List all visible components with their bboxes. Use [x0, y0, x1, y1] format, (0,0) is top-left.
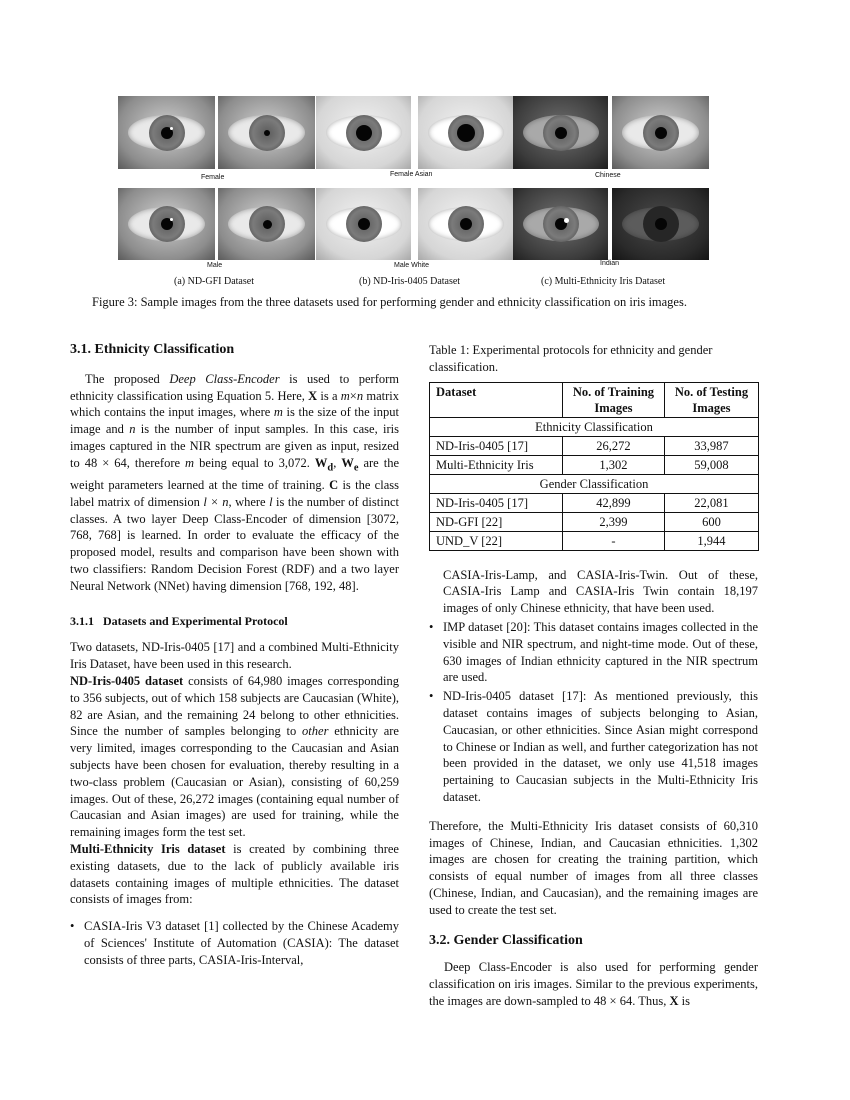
table-cell: Multi-Ethnicity Iris: [430, 455, 563, 474]
figure-caption: Figure 3: Sample images from the three datasets used for performing gender and ethnicity classification on iris images.: [92, 295, 687, 309]
eye-image-ndgfi-male-2: [218, 188, 315, 260]
subcaption-c: (c) Multi-Ethnicity Iris Dataset: [541, 276, 666, 287]
label-male: Male: [207, 262, 223, 269]
label-male-white: Male White: [394, 262, 430, 269]
label-chinese: Chinese: [595, 172, 621, 179]
eye-image-multi-chinese-1: [513, 96, 608, 169]
table-cell: 33,987: [664, 436, 758, 455]
eye-image-multi-chinese-2: [612, 96, 709, 169]
table-row: [430, 436, 759, 455]
list-item-casia: • CASIA-Iris V3 dataset [1] collected by the Chinese Academy of Sciences' Institute of Automation (CASIA): The dataset consists of three parts, CASIA-Iris-Interval,: [70, 918, 399, 968]
subsection-title-datasets: 3.1.1 Datasets and Experimental Protocol: [70, 613, 288, 628]
table-cell: 22,081: [664, 493, 758, 512]
list-item-imp: • IMP dataset [20]: This dataset contains images collected in the visible and NIR spectrum, and night-time mode. Out of these, 630 images of Indian ethnicity captured in the NIR spectrum are used.: [429, 619, 758, 686]
subcaption-b: (b) ND-Iris-0405 Dataset: [359, 276, 461, 287]
table-header-testing: No. of Testing Images: [664, 382, 758, 417]
table-header-dataset: Dataset: [430, 382, 563, 417]
eye-image-nd0405-male-white-1: [316, 188, 411, 260]
label-female: Female: [201, 174, 225, 181]
table-cell: 1,302: [563, 455, 665, 474]
paragraph-gender: Deep Class-Encoder is also used for performing gender classification on iris images. Similar to the previous experiments, the images are down-sampled to 48 × 64. Thus, X is: [429, 960, 758, 1008]
table-group-ethnicity: Ethnicity Classification: [430, 417, 759, 436]
section-title-gender: 3.2. Gender Classification: [429, 932, 583, 948]
eye-image-nd0405-male-white-2: [418, 188, 513, 260]
table-header-training: No. of Training Images: [563, 382, 665, 417]
table-row: [430, 455, 759, 474]
table-cell: ND-GFI [22]: [430, 512, 563, 531]
table-cell: 42,899: [563, 493, 665, 512]
table-cell: 2,399: [563, 512, 665, 531]
paragraph-method: The proposed Deep Class-Encoder is used to perform ethnicity classification using Equation 5. Here, X is a m×n matrix which contains the input images, where m is the size of the input image and n is the number of input samples. In this case, iris images captured in the NIR spectrum are given as input, resized to 48 × 64, therefore m being equal to 3,072. $W_d$, $W_e$ are the weight parameters learned at the time of training. C is the class label matrix of dimension l × n, where l is the number of distinct classes. A two layer Deep Class-Encoder of dimension [3072, 768, 768] is learned. In order to evaluate the efficacy of the proposed model, results and comparison have been shown with two classifiers: Random Decision Forest (RDF) and a two layer Neural Network (NNet) having dimension [768, 192, 48].: [70, 371, 400, 593]
label-female-asian: Female Asian: [390, 171, 433, 178]
paragraph-multi-ethnicity-summary: Therefore, the Multi-Ethnicity Iris dataset consists of 60,310 images of Chinese, Indian, and Caucasian ethnicities. 1,302 images are chosen for creating the training partition, which consists of equal number of images from all three classes (Chinese, Indian, and Caucasian), and the remaining images are used to create the test set.: [429, 818, 758, 917]
table-row: [430, 493, 759, 512]
list-item-casia-continued: CASIA-Iris-Lamp, and CASIA-Iris-Twin. Out of these, CASIA-Iris Lamp and CASIA-Iris Twin contain 18,197 images of only Chinese ethnicity, that have been used.: [443, 567, 758, 616]
table-protocols: [429, 382, 759, 551]
section-title-ethnicity: 3.1. Ethnicity Classification: [70, 342, 235, 357]
dataset-list-left: [70, 918, 399, 968]
right-column: [429, 342, 758, 1010]
table-cell: ND-Iris-0405 [17]: [430, 436, 563, 455]
eye-image-multi-indian-1: [513, 188, 608, 260]
table-cell: -: [563, 531, 665, 550]
eye-image-nd0405-female-asian-1: [316, 96, 411, 169]
paragraph-datasets-intro: Two datasets, ND-Iris-0405 [17] and a combined Multi-Ethnicity Iris Dataset, have been used in this research.: [70, 640, 399, 672]
label-indian: Indian: [600, 260, 620, 267]
eye-image-ndgfi-male-1: [118, 188, 215, 260]
eye-image-nd0405-female-asian-2: [418, 96, 513, 169]
eye-image-multi-indian-2: [612, 188, 709, 260]
table-group-gender: Gender Classification: [430, 474, 759, 493]
table-cell: 600: [664, 512, 758, 531]
table-cell: UND_V [22]: [430, 531, 563, 550]
table-row: [430, 512, 759, 531]
list-item-nd-iris-0405: • ND-Iris-0405 dataset [17]: As mentioned previously, this dataset contains images of subjects belonging to Asian, Caucasian, or other ethnicities. Since Asian might correspond to Chinese or Indian as well, and further categorization has not been provided in the dataset, we only use 41,518 images pertaining to Caucasian subjects in the Multi-Ethnicity Iris dataset.: [429, 688, 758, 806]
paragraph-nd-iris-0405: ND-Iris-0405 dataset consists of 64,980 images corresponding to 356 subjects, out of which 158 subjects are Caucasian (White), 82 are Asian, and the remaining 24 belong to other ethnicities. Since the number of samples belonging to other ethnicity are very limited, images corresponding to the Caucasian and Asian subjects have been chosen for evaluation, thereby resulting in a two-class problem (Caucasian or Asian), consisting of 60,259 images. Out of these, 26,272 images (containing equal number of Caucasian and Asian images) are used for training, while the remaining images form the test set.: [70, 674, 399, 840]
table-row: [430, 531, 759, 550]
eye-image-ndgfi-female-1: [118, 96, 215, 169]
table-cell: 26,272: [563, 436, 665, 455]
table-caption: Table 1: Experimental protocols for ethnicity and gender classification.: [429, 343, 713, 374]
dataset-list-right: [429, 567, 758, 806]
left-column: [70, 342, 399, 969]
table-cell: 1,944: [664, 531, 758, 550]
subcaption-a: (a) ND-GFI Dataset: [174, 276, 254, 287]
paragraph-multi-ethnicity: Multi-Ethnicity Iris dataset is created by combining three existing datasets, due to the lack of publicly available iris datasets containing images of multiple ethnicities. The dataset consists of images from:: [70, 842, 399, 907]
table-cell: ND-Iris-0405 [17]: [430, 493, 563, 512]
table-cell: 59,008: [664, 455, 758, 474]
eye-image-ndgfi-female-2: [218, 96, 315, 169]
